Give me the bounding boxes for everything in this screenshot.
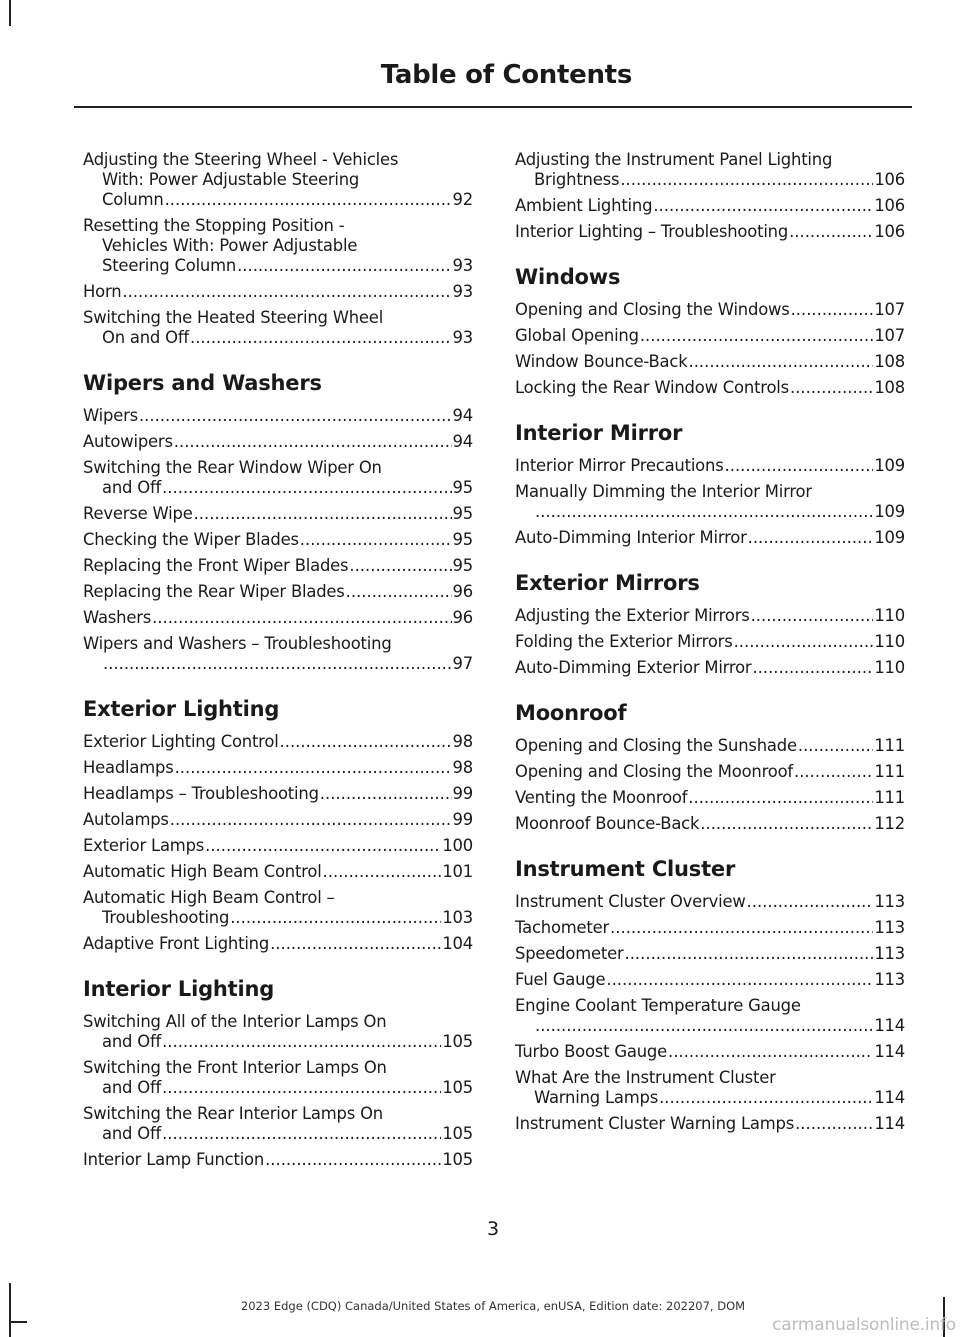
dot-leader (689, 352, 874, 372)
dot-leader (747, 892, 874, 912)
dot-leader (103, 654, 452, 674)
page-number: 3 (486, 1218, 500, 1240)
toc-entry-page: 100 (442, 836, 473, 855)
toc-entry-title: Adjusting the Instrument Panel Lighting (515, 150, 833, 169)
toc-entry-page: 113 (874, 892, 905, 911)
toc-entry-page: 110 (874, 632, 905, 651)
toc-entry[interactable] (83, 634, 473, 674)
toc-entry[interactable] (83, 784, 473, 804)
toc-entry[interactable] (83, 458, 473, 498)
toc-entry[interactable] (515, 814, 905, 834)
toc-entry-title: Wipers and Washers – Troubleshooting (83, 634, 392, 653)
toc-entry-page: 98 (452, 732, 473, 751)
toc-left-column (83, 150, 473, 1176)
toc-entry[interactable] (515, 788, 905, 808)
toc-entry-title: Headlamps – Troubleshooting (83, 784, 319, 803)
dot-leader (165, 190, 452, 210)
toc-entry-title: Troubleshooting (102, 908, 230, 927)
dot-leader (688, 788, 873, 808)
toc-entry-page: 113 (874, 970, 905, 989)
dot-leader (349, 556, 451, 576)
toc-entry-title: Tachometer (515, 918, 610, 937)
toc-entry-title: and Off (102, 1032, 162, 1051)
toc-entry[interactable] (515, 996, 905, 1036)
toc-entry-title: Interior Mirror Precautions (515, 456, 724, 475)
toc-entry-title: Wipers (83, 406, 138, 425)
dot-leader (300, 530, 452, 550)
toc-entry[interactable] (83, 758, 473, 778)
toc-entry-page: 105 (442, 1078, 473, 1097)
toc-entry-page: 106 (874, 196, 905, 215)
toc-entry[interactable] (83, 216, 473, 276)
section-heading: Exterior Lighting (83, 697, 280, 721)
toc-entry-title: Headlamps (83, 758, 174, 777)
toc-entry-page: 92 (452, 190, 473, 209)
dot-leader (790, 378, 873, 398)
toc-entry-title: Autowipers (83, 432, 173, 451)
toc-entry-title: Switching the Front Interior Lamps On (83, 1058, 387, 1077)
toc-entry-title: Fuel Gauge (515, 970, 606, 989)
toc-entry[interactable] (83, 888, 473, 928)
toc-entry-title: Adaptive Front Lighting (83, 934, 270, 953)
section-heading: Wipers and Washers (83, 371, 322, 395)
toc-entry-title: Autolamps (83, 810, 169, 829)
crop-mark-top-left (9, 0, 11, 26)
dot-leader (237, 256, 451, 276)
toc-entry[interactable] (515, 1068, 905, 1108)
dot-leader (700, 814, 873, 834)
toc-entry[interactable] (83, 504, 473, 524)
toc-entry-title: and Off (102, 478, 162, 497)
toc-entry[interactable] (515, 326, 905, 346)
toc-entry[interactable] (83, 1012, 473, 1052)
section-heading: Exterior Mirrors (515, 571, 700, 595)
toc-entry-page: 105 (442, 1124, 473, 1143)
toc-entry-page: 96 (452, 608, 473, 627)
toc-entry-title: Automatic High Beam Control – (83, 888, 335, 907)
toc-entry-title: Switching the Heated Steering Wheel (83, 308, 384, 327)
toc-entry-page: 99 (452, 810, 473, 829)
dot-leader (791, 300, 874, 320)
toc-entry[interactable] (83, 556, 473, 576)
toc-entry[interactable] (83, 810, 473, 830)
toc-entry-page: 95 (452, 556, 473, 575)
toc-entry-title: Warning Lamps (534, 1088, 659, 1107)
toc-entry-page: 106 (874, 222, 905, 241)
edition-footer: 2023 Edge (CDQ) Canada/United States of America, enUSA, Edition date: 202207, DOM (240, 1299, 746, 1313)
toc-entry-page: 110 (874, 658, 905, 677)
toc-entry-page: 96 (452, 582, 473, 601)
dot-leader (659, 1088, 873, 1108)
toc-entry[interactable] (515, 606, 905, 626)
toc-entry-page: 105 (442, 1032, 473, 1051)
toc-entry[interactable] (515, 970, 905, 990)
toc-entry[interactable] (515, 1042, 905, 1062)
toc-entry-page: 97 (452, 654, 473, 673)
dot-leader (162, 1078, 441, 1098)
dot-leader (152, 608, 451, 628)
toc-entry-title: Locking the Rear Window Controls (515, 378, 789, 397)
toc-entry-title: Checking the Wiper Blades (83, 530, 299, 549)
dot-leader (162, 1124, 441, 1144)
dot-leader (346, 582, 452, 602)
dot-leader (625, 944, 874, 964)
toc-entry[interactable] (83, 308, 473, 348)
toc-entry-title: Exterior Lighting Control (83, 732, 279, 751)
toc-entry-title: Interior Lighting – Troubleshooting (515, 222, 789, 241)
toc-entry-title: Horn (83, 282, 122, 301)
dot-leader (752, 658, 873, 678)
toc-entry-title: On and Off (102, 328, 189, 347)
toc-entry-page: 110 (874, 606, 905, 625)
dot-leader (789, 222, 873, 242)
toc-entry[interactable] (515, 528, 905, 548)
toc-entry-title: Global Opening (515, 326, 639, 345)
toc-entry-title: Folding the Exterior Mirrors (515, 632, 733, 651)
crop-mark-bottom-left-h (9, 1321, 27, 1323)
dot-leader (190, 328, 452, 348)
dot-leader (194, 504, 452, 524)
dot-leader (139, 406, 452, 426)
toc-entry-title: Opening and Closing the Moonroof (515, 762, 794, 781)
dot-leader (795, 1114, 873, 1134)
dot-leader (175, 758, 452, 778)
toc-entry[interactable] (515, 892, 905, 912)
toc-entry-page: 109 (874, 528, 905, 547)
dot-leader (725, 456, 874, 476)
dot-leader (320, 784, 452, 804)
toc-entry-page: 109 (874, 502, 905, 521)
toc-entry-page: 107 (874, 326, 905, 345)
toc-entry-page: 114 (874, 1016, 905, 1035)
toc-entry[interactable] (515, 482, 905, 522)
toc-entry-title: Switching the Rear Interior Lamps On (83, 1104, 383, 1123)
toc-entry-page: 111 (874, 762, 905, 781)
toc-entry-title: Opening and Closing the Windows (515, 300, 790, 319)
section-heading: Moonroof (515, 701, 627, 725)
toc-entry-page: 107 (874, 300, 905, 319)
watermark: carmanualsonline.info (772, 1315, 956, 1335)
toc-entry-page: 113 (874, 944, 905, 963)
toc-entry-title: Turbo Boost Gauge (515, 1042, 667, 1061)
toc-entry-page: 108 (874, 352, 905, 371)
toc-entry-page: 108 (874, 378, 905, 397)
toc-entry[interactable] (83, 1150, 473, 1170)
toc-entry-title: Column (102, 190, 164, 209)
toc-entry[interactable] (515, 352, 905, 372)
toc-entry-page: 98 (452, 758, 473, 777)
toc-entry-title: Opening and Closing the Sunshade (515, 736, 797, 755)
toc-entry[interactable] (515, 1114, 905, 1134)
dot-leader (174, 432, 452, 452)
toc-entry-page: 95 (452, 504, 473, 523)
toc-entry-title: Steering Column (102, 256, 237, 275)
toc-entry-page: 105 (442, 1150, 473, 1169)
toc-entry[interactable] (515, 378, 905, 398)
toc-entry-title: Brightness (534, 170, 620, 189)
toc-entry[interactable] (83, 934, 473, 954)
toc-entry-title: Instrument Cluster Overview (515, 892, 746, 911)
toc-entry-title: Replacing the Front Wiper Blades (83, 556, 349, 575)
toc-entry[interactable] (83, 836, 473, 856)
dot-leader (653, 196, 873, 216)
dot-leader (205, 836, 441, 856)
toc-entry-page: 103 (442, 908, 473, 927)
toc-entry-page: 111 (874, 788, 905, 807)
toc-entry[interactable] (83, 1104, 473, 1144)
toc-entry[interactable] (83, 150, 473, 210)
toc-entry[interactable] (515, 222, 905, 242)
section-heading: Interior Lighting (83, 977, 275, 1001)
toc-entry-title: What Are the Instrument Cluster (515, 1068, 776, 1087)
toc-entry-page: 93 (452, 256, 473, 275)
section-heading: Interior Mirror (515, 421, 683, 445)
toc-entry-page: 95 (452, 478, 473, 497)
dot-leader (606, 970, 873, 990)
toc-entry-page: 109 (874, 456, 905, 475)
dot-leader (640, 326, 873, 346)
toc-entry-page: 94 (452, 432, 473, 451)
toc-entry-title: Auto-Dimming Exterior Mirror (515, 658, 752, 677)
toc-entry-title: Manually Dimming the Interior Mirror (515, 482, 812, 501)
toc-entry[interactable] (515, 456, 905, 476)
toc-entry-title: Adjusting the Exterior Mirrors (515, 606, 750, 625)
toc-entry-title: Speedometer (515, 944, 624, 963)
toc-entry-title: Engine Coolant Temperature Gauge (515, 996, 801, 1015)
toc-right-column (515, 150, 905, 1140)
toc-entry[interactable] (515, 150, 905, 190)
dot-leader (798, 736, 873, 756)
toc-entry-page: 114 (874, 1042, 905, 1061)
page-title: Table of Contents (380, 60, 632, 90)
toc-entry-page: 104 (442, 934, 473, 953)
dot-leader (280, 732, 452, 752)
toc-entry-title: Instrument Cluster Warning Lamps (515, 1114, 795, 1133)
toc-entry[interactable] (83, 732, 473, 752)
dot-leader (751, 606, 874, 626)
dot-leader (610, 918, 873, 938)
dot-leader (535, 1016, 873, 1036)
toc-entry[interactable] (83, 608, 473, 628)
toc-entry[interactable] (83, 432, 473, 452)
toc-entry-page: 114 (874, 1114, 905, 1133)
toc-entry[interactable] (83, 282, 473, 302)
dot-leader (230, 908, 441, 928)
dot-leader (323, 862, 442, 882)
toc-entry[interactable] (515, 196, 905, 216)
toc-entry-title: Adjusting the Steering Wheel - Vehicles (83, 150, 399, 169)
toc-entry[interactable] (515, 944, 905, 964)
toc-entry-title: Reverse Wipe (83, 504, 193, 523)
toc-entry-title: With: Power Adjustable Steering (102, 170, 360, 189)
toc-entry[interactable] (83, 582, 473, 602)
toc-entry-title: Exterior Lamps (83, 836, 205, 855)
toc-entry-page: 114 (874, 1088, 905, 1107)
dot-leader (620, 170, 873, 190)
toc-entry-title: Switching All of the Interior Lamps On (83, 1012, 387, 1031)
toc-entry-page: 111 (874, 736, 905, 755)
dot-leader (270, 934, 441, 954)
dot-leader (122, 282, 451, 302)
toc-entry-page: 113 (874, 918, 905, 937)
toc-entry-page: 95 (452, 530, 473, 549)
toc-entry-title: Interior Lamp Function (83, 1150, 265, 1169)
dot-leader (162, 478, 451, 498)
dot-leader (668, 1042, 873, 1062)
toc-entry[interactable] (83, 530, 473, 550)
toc-entry[interactable] (515, 736, 905, 756)
toc-entry[interactable] (515, 632, 905, 652)
toc-entry-title: and Off (102, 1124, 162, 1143)
toc-entry-title: Resetting the Stopping Position - (83, 216, 345, 235)
section-heading: Instrument Cluster (515, 857, 736, 881)
dot-leader (794, 762, 873, 782)
toc-entry[interactable] (83, 406, 473, 426)
header-rule (74, 106, 912, 108)
toc-entry-page: 101 (442, 862, 473, 881)
toc-entry[interactable] (83, 1058, 473, 1098)
dot-leader (748, 528, 874, 548)
toc-entry-page: 99 (452, 784, 473, 803)
toc-entry[interactable] (515, 762, 905, 782)
toc-entry-title: Window Bounce-Back (515, 352, 688, 371)
toc-entry-page: 106 (874, 170, 905, 189)
dot-leader (734, 632, 874, 652)
toc-entry-title: Auto-Dimming Interior Mirror (515, 528, 747, 547)
toc-entry-title: and Off (102, 1078, 162, 1097)
toc-entry-title: Moonroof Bounce-Back (515, 814, 700, 833)
dot-leader (265, 1150, 441, 1170)
dot-leader (170, 810, 452, 830)
toc-entry-title: Venting the Moonroof (515, 788, 688, 807)
toc-entry-title: Switching the Rear Window Wiper On (83, 458, 382, 477)
toc-entry[interactable] (83, 862, 473, 882)
toc-entry[interactable] (515, 300, 905, 320)
toc-entry-title: Replacing the Rear Wiper Blades (83, 582, 345, 601)
toc-entry[interactable] (515, 918, 905, 938)
toc-entry-title: Washers (83, 608, 152, 627)
toc-entry-title: Ambient Lighting (515, 196, 653, 215)
dot-leader (162, 1032, 441, 1052)
toc-entry-page: 94 (452, 406, 473, 425)
toc-entry-title: Automatic High Beam Control (83, 862, 322, 881)
toc-entry-page: 93 (452, 328, 473, 347)
dot-leader (535, 502, 873, 522)
section-heading: Windows (515, 265, 621, 289)
toc-entry-page: 93 (452, 282, 473, 301)
toc-entry-page: 112 (874, 814, 905, 833)
toc-entry[interactable] (515, 658, 905, 678)
toc-entry-title: Vehicles With: Power Adjustable (102, 236, 358, 255)
